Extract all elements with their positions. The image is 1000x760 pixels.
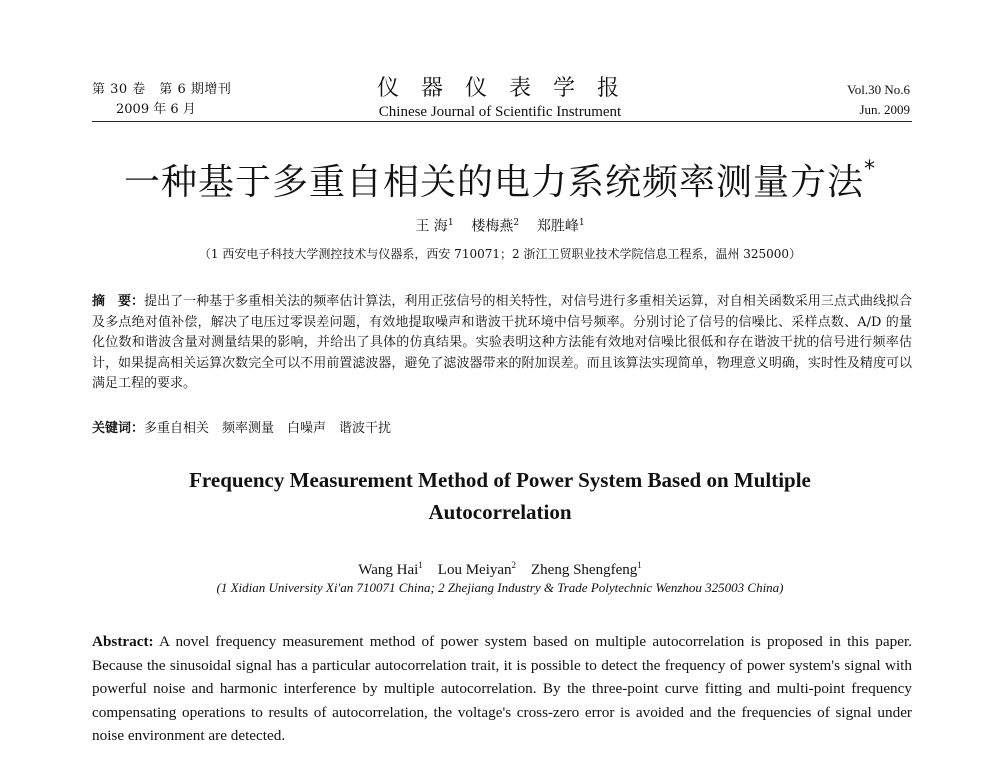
- abstract-en-text: A novel frequency measurement method of power system based on multiple autocorrelation is proposed in this paper. Because the sinusoidal signal has a particular autocorrelation trait, it is possible to detect the frequency of power system's signal with powerful noise and harmonic interference by multiple autocorrelation. By the three-point curve fitting and multi-point frequency compensating operations to results of autocorrelation, the voltage's cross-zero error is avoided and the frequencies of signal under noise environment are detected.: [92, 633, 912, 745]
- author-cn-1-sup: 1: [447, 218, 454, 228]
- abstract-cn: [92, 292, 912, 395]
- header-left: [92, 80, 292, 120]
- keywords-cn: [92, 419, 912, 439]
- author-en-3-sup: 1: [637, 560, 642, 570]
- journal-name-cn: 仪器仪表学报: [376, 76, 641, 101]
- abstract-en: [92, 630, 912, 748]
- keywords-cn-text: 多重自相关 频率测量 白噪声 谐波干扰: [144, 421, 392, 436]
- title-footnote-mark: *: [864, 157, 876, 182]
- author-en-2: Lou Meiyan: [437, 562, 512, 578]
- keywords-cn-label: 关键词：: [92, 421, 145, 436]
- affiliation-cn: （1 西安电子科技大学测控技术与仪器系，西安 710071；2 浙江工贸职业技术学院信息工程系，温州 325000）: [198, 247, 802, 261]
- volume-issue-en: Vol.30 No.6: [847, 82, 910, 97]
- author-cn-3-sup: 1: [578, 218, 585, 228]
- author-cn-1: 王 海: [415, 218, 448, 235]
- abstract-cn-label: 摘 要：: [92, 294, 145, 309]
- title-en-line-2: Autocorrelation: [428, 500, 572, 524]
- date-en: Jun. 2009: [859, 102, 910, 117]
- paper-title-en: [100, 464, 900, 528]
- journal-name-en: Chinese Journal of Scientific Instrument: [378, 104, 622, 120]
- author-en-1-sup: 1: [418, 560, 423, 570]
- authors-en: [0, 554, 1000, 581]
- author-en-1: Wang Hai: [358, 562, 419, 578]
- header-divider: [92, 121, 912, 122]
- title-cn-text: 一种基于多重自相关的电力系统频率测量方法: [123, 162, 864, 203]
- paper-title-cn: [60, 146, 940, 207]
- author-en-2-sup: 2: [511, 560, 517, 570]
- journal-masthead: [320, 74, 680, 122]
- author-cn-2: 楼梅燕: [471, 218, 514, 235]
- abstract-cn-text: 提出了一种基于多重相关法的频率估计算法，利用正弦信号的相关特性，对信号进行多重相关运算，对自相关函数采用三点式曲线拟合及多点绝对值补偿，解决了电压过零误差问题，有效地提取噪声和谐波干扰环境中信号频率。分别讨论了信号的信噪比、采样点数、A/D 的量化位数和谐波含量对测量结果的影响，并给出了具体的仿真结果。实验表明这种方法能有效地对信噪比很低和存在谐波干扰的信号进行频率估计，如果提高相关运算次数完全可以不用前置滤波器，避免了滤波器带来的附加误差。而且该算法实现简单，物理意义明确，实时性及精度可以满足工程的要求。: [92, 294, 912, 391]
- author-cn-3: 郑胜峰: [536, 218, 579, 235]
- abstract-en-label: Abstract:: [92, 633, 154, 650]
- date-cn: 2009 年 6 月: [116, 102, 196, 117]
- author-cn-2-sup: 2: [513, 218, 520, 228]
- header-right: [760, 80, 910, 120]
- affiliation-en: (1 Xidian University Xi'an 710071 China; 2 Zhejiang Industry & Trade Polytechnic Wenzhou 325003 China): [216, 580, 784, 595]
- author-en-3: Zheng Shengfeng: [531, 562, 638, 578]
- title-en-line-1: Frequency Measurement Method of Power System Based on Multiple: [189, 468, 811, 492]
- volume-issue-cn: 第 30 卷 第 6 期增刊: [92, 82, 232, 97]
- authors-cn: [0, 212, 1000, 238]
